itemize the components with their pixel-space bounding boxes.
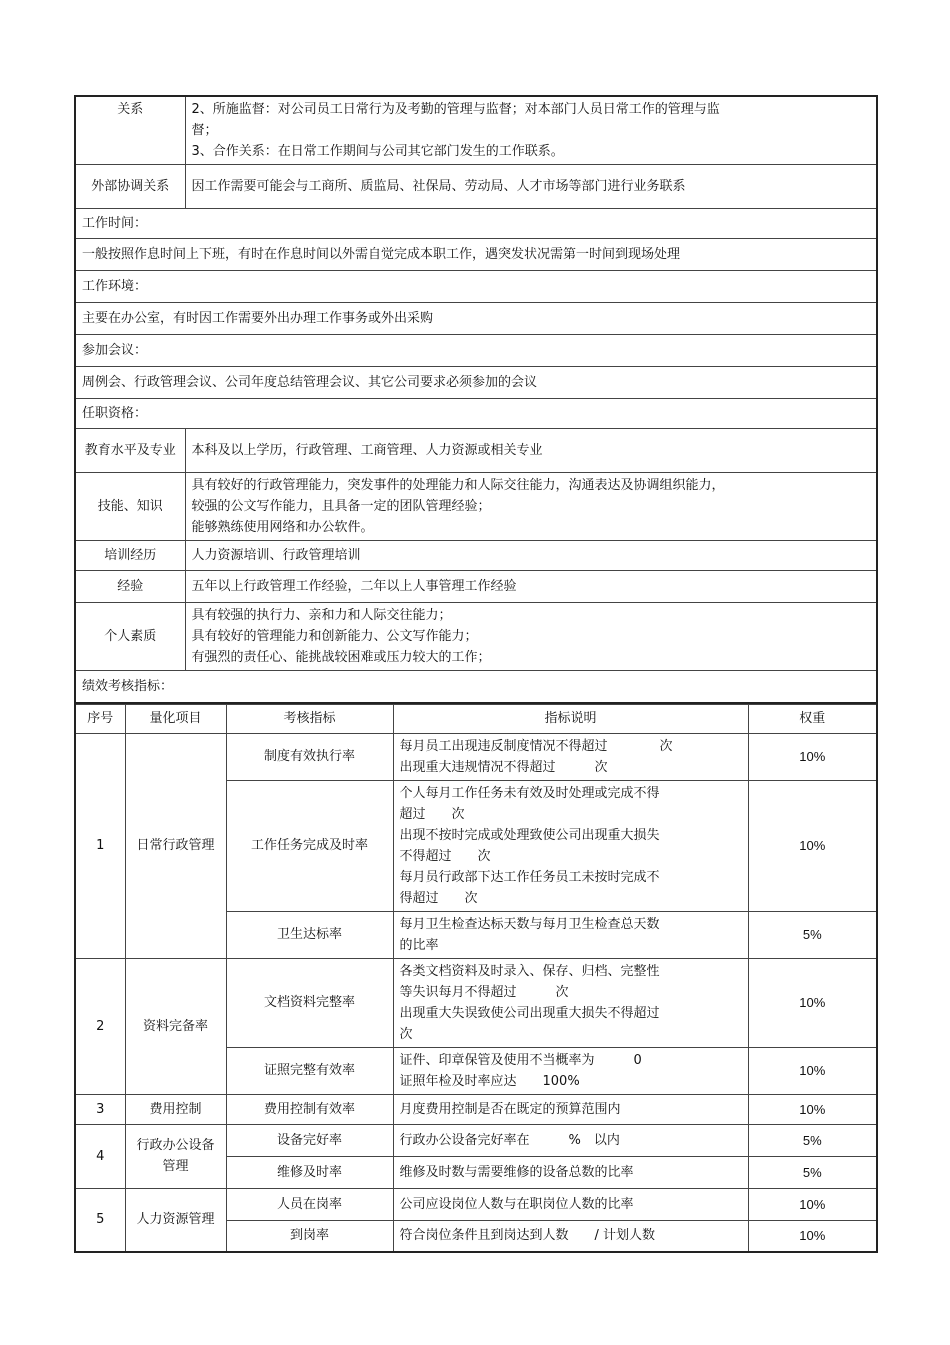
kpi-table [74, 704, 878, 1254]
kpi-desc-line: 出现不按时完成或处理致使公司出现重大损失 [399, 827, 660, 843]
kpi-desc [393, 780, 748, 911]
personal-line: 有强烈的责任心、能挑战较困难或压力较大的工作； [191, 650, 491, 665]
external-text: 因工作需要可能会与工商所、质监局、社保局、劳动局、人才市场等部门进行业务联系 [185, 165, 877, 209]
work-time-text: 一般按照作息时间上下班，有时在作息时间以外需自觉完成本职工作，遇突发状况需第一时间到现场处理 [75, 239, 877, 271]
work-env-label: 工作环境： [75, 271, 877, 303]
training-text: 人力资源培训、行政管理培训 [185, 541, 877, 571]
education-text: 本科及以上学历，行政管理、工商管理、人力资源或相关专业 [185, 429, 877, 473]
skills-label: 技能、知识 [75, 473, 185, 541]
kpi-desc: 月度费用控制是否在既定的预算范围内 [393, 1094, 748, 1124]
training-label: 培训经历 [75, 541, 185, 571]
skills-cell [185, 473, 877, 541]
kpi-item: 人力资源管理 [125, 1188, 226, 1252]
kpi-row [75, 733, 877, 780]
kpi-indicator: 证照完整有效率 [226, 1047, 393, 1094]
kpi-item: 行政办公设备管理 [125, 1124, 226, 1188]
kpi-desc-line: 的比率 [399, 937, 439, 953]
kpi-row [75, 958, 877, 1047]
kpi-weight: 5% [748, 911, 877, 958]
skills-line: 具有较好的行政管理能力，突发事件的处理能力和人际交往能力，沟通表达及协调组织能力， [191, 478, 725, 493]
kpi-header-indicator: 考核指标 [226, 704, 393, 733]
kpi-desc: 行政办公设备完好率在 % 以内 [393, 1124, 748, 1156]
kpi-item: 资料完备率 [125, 958, 226, 1094]
kpi-indicator: 人员在岗率 [226, 1188, 393, 1220]
meetings-label: 参加会议： [75, 335, 877, 367]
kpi-weight: 5% [748, 1156, 877, 1188]
kpi-weight: 5% [748, 1124, 877, 1156]
kpi-indicator: 制度有效执行率 [226, 733, 393, 780]
relations-line: 3、合作关系：在日常工作期间与公司其它部门发生的工作联系。 [191, 144, 564, 159]
education-row [75, 429, 877, 473]
kpi-desc-line: 证照年检及时率应达 100% [399, 1073, 580, 1089]
kpi-desc-line: 证件、印章保管及使用不当概率为 0 [399, 1052, 642, 1068]
kpi-indicator: 文档资料完整率 [226, 958, 393, 1047]
education-label: 教育水平及专业 [75, 429, 185, 473]
kpi-indicator: 设备完好率 [226, 1124, 393, 1156]
kpi-header-row [75, 704, 877, 733]
relations-label: 关系 [75, 96, 185, 165]
meetings-text: 周例会、行政管理会议、公司年度总结管理会议、其它公司要求必须参加的会议 [75, 367, 877, 399]
skills-line: 较强的公文写作能力，且具备一定的团队管理经验； [191, 499, 491, 514]
kpi-desc: 符合岗位条件且到岗达到人数 / 计划人数 [393, 1220, 748, 1252]
kpi-desc [393, 733, 748, 780]
kpi-no: 2 [75, 958, 125, 1094]
kpi-row [75, 1188, 877, 1220]
personal-label: 个人素质 [75, 603, 185, 671]
personal-cell [185, 603, 877, 671]
kpi-desc [393, 911, 748, 958]
personal-line: 具有较强的执行力、亲和力和人际交往能力； [191, 608, 452, 623]
kpi-row [75, 1094, 877, 1124]
kpi-desc: 公司应设岗位人数与在职岗位人数的比率 [393, 1188, 748, 1220]
kpi-header-no: 序号 [75, 704, 125, 733]
skills-row [75, 473, 877, 541]
kpi-row [75, 1124, 877, 1156]
kpi-desc-line: 各类文档资料及时录入、保存、归档、完整性 [399, 963, 660, 979]
kpi-desc-line: 等失识每月不得超过 次 [399, 984, 569, 1000]
external-row [75, 165, 877, 209]
kpi-desc: 维修及时数与需要维修的设备总数的比率 [393, 1156, 748, 1188]
kpi-indicator: 维修及时率 [226, 1156, 393, 1188]
kpi-indicator: 费用控制有效率 [226, 1094, 393, 1124]
experience-text: 五年以上行政管理工作经验，二年以上人事管理工作经验 [185, 571, 877, 603]
personal-line: 具有较好的管理能力和创新能力、公文写作能力； [191, 629, 478, 644]
kpi-header-desc: 指标说明 [393, 704, 748, 733]
kpi-item: 费用控制 [125, 1094, 226, 1124]
kpi-desc-line: 不得超过 次 [399, 848, 491, 864]
qualifications-label: 任职资格： [75, 399, 877, 429]
kpi-weight: 10% [748, 780, 877, 911]
relations-cell [185, 96, 877, 165]
relations-row [75, 96, 877, 165]
kpi-desc [393, 1047, 748, 1094]
kpi-item: 日常行政管理 [125, 733, 226, 958]
kpi-weight: 10% [748, 1094, 877, 1124]
kpi-header-weight: 权重 [748, 704, 877, 733]
job-description-sheet [74, 95, 876, 1253]
kpi-desc-line: 每月员行政部下达工作任务员工未按时完成不 [399, 869, 660, 885]
job-info-table [74, 95, 878, 704]
kpi-desc-line: 超过 次 [399, 806, 465, 822]
kpi-no: 3 [75, 1094, 125, 1124]
kpi-indicator: 到岗率 [226, 1220, 393, 1252]
relations-line: 2、所施监督：对公司员工日常行为及考勤的管理与监督；对本部门人员日常工作的管理与监 [191, 102, 720, 117]
kpi-section-label: 绩效考核指标： [75, 671, 877, 703]
kpi-no: 5 [75, 1188, 125, 1252]
kpi-no: 4 [75, 1124, 125, 1188]
experience-label: 经验 [75, 571, 185, 603]
kpi-desc-line: 每月员工出现违反制度情况不得超过 次 [399, 738, 673, 754]
kpi-desc-line: 出现重大失误致使公司出现重大损失不得超过 [399, 1005, 660, 1021]
experience-row [75, 571, 877, 603]
work-time-label: 工作时间： [75, 209, 877, 239]
skills-line: 能够熟练使用网络和办公软件。 [191, 520, 374, 535]
kpi-weight: 10% [748, 733, 877, 780]
kpi-desc-line: 每月卫生检查达标天数与每月卫生检查总天数 [399, 916, 660, 932]
kpi-desc-line: 出现重大违规情况不得超过 次 [399, 759, 608, 775]
personal-row [75, 603, 877, 671]
kpi-desc [393, 958, 748, 1047]
kpi-weight: 10% [748, 1188, 877, 1220]
relations-line: 督； [191, 123, 218, 138]
work-env-text: 主要在办公室，有时因工作需要外出办理工作事务或外出采购 [75, 303, 877, 335]
kpi-no: 1 [75, 733, 125, 958]
kpi-weight: 10% [748, 1047, 877, 1094]
kpi-indicator: 卫生达标率 [226, 911, 393, 958]
kpi-desc-line: 次 [399, 1026, 413, 1042]
kpi-desc-line: 个人每月工作任务未有效及时处理或完成不得 [399, 785, 660, 801]
kpi-weight: 10% [748, 958, 877, 1047]
kpi-weight: 10% [748, 1220, 877, 1252]
kpi-header-item: 量化项目 [125, 704, 226, 733]
training-row [75, 541, 877, 571]
kpi-indicator: 工作任务完成及时率 [226, 780, 393, 911]
external-label: 外部协调关系 [75, 165, 185, 209]
kpi-desc-line: 得超过 次 [399, 890, 478, 906]
